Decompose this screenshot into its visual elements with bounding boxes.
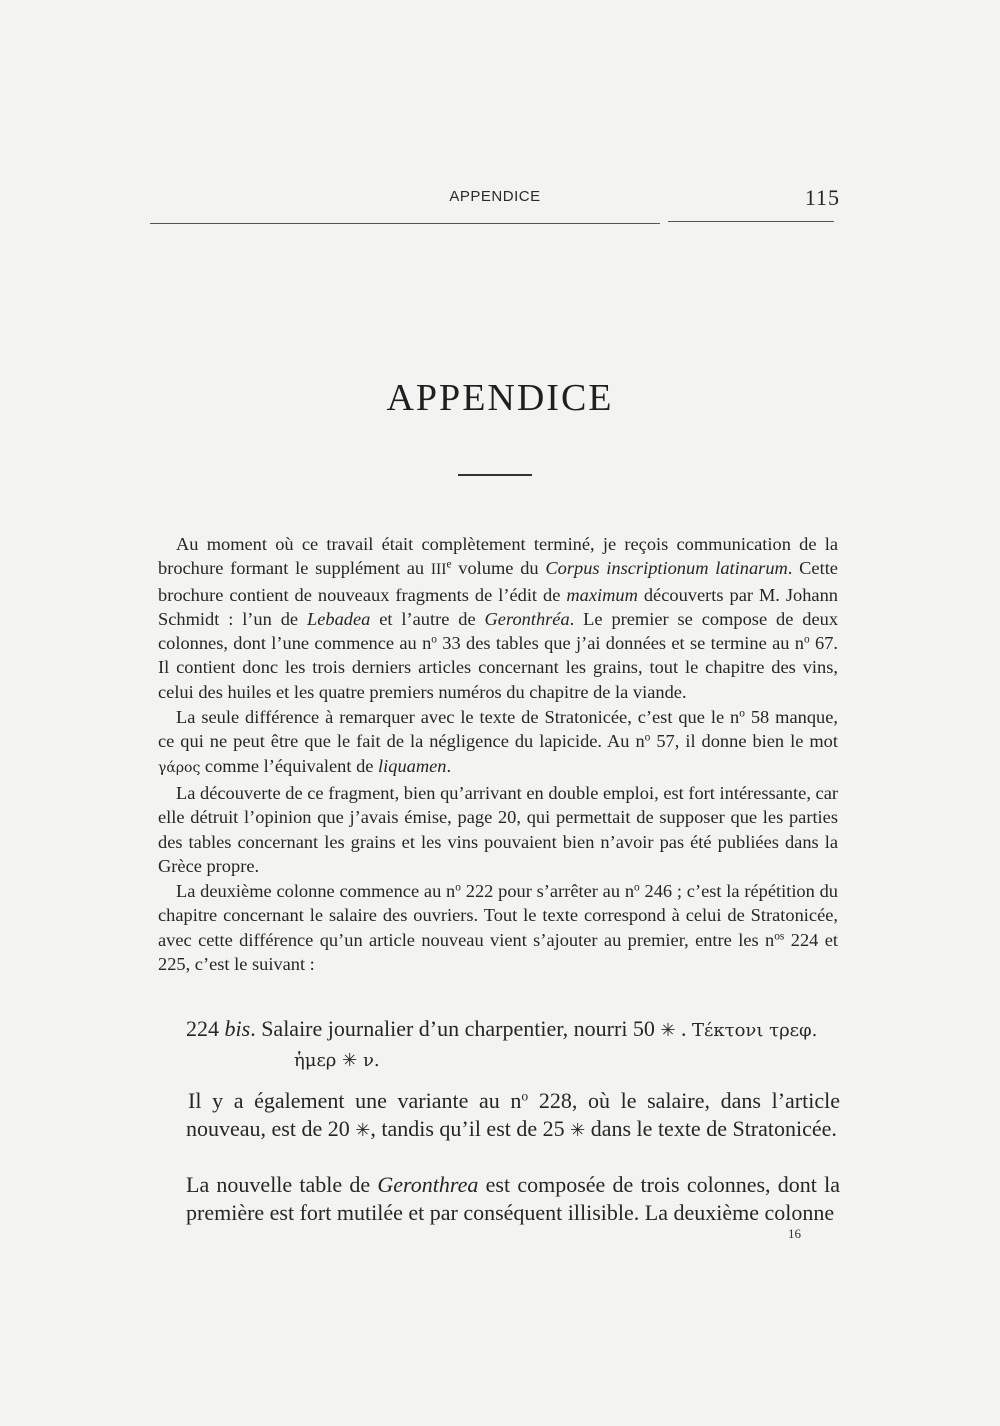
- italic-place: Geronthréa: [484, 608, 570, 629]
- text-run: 228, où le salaire, dans l’article nouveau, est de 20: [186, 1088, 840, 1141]
- paragraph-2: [158, 705, 838, 780]
- page-number: 115: [804, 185, 840, 210]
- running-title: APPENDICE: [449, 188, 541, 205]
- superscript: o: [739, 707, 745, 720]
- denarius-symbol: ✳: [660, 1020, 676, 1041]
- text-run: , tandis qu’il est de 25: [370, 1116, 571, 1141]
- text-run: 33 des tables que j’ai données et se termine au n: [436, 633, 804, 654]
- running-header: [150, 185, 840, 215]
- text-run: 57, il donne bien le mot: [650, 731, 838, 752]
- text-run: 222 pour s’arrêter au n: [460, 881, 635, 902]
- greek-continuation: [186, 1045, 840, 1075]
- paragraph-1: [158, 532, 838, 704]
- italic-place: Lebadea: [306, 608, 371, 629]
- denarius-symbol: ✳: [570, 1120, 586, 1141]
- text-run: volume du: [451, 558, 546, 579]
- italic-title: Corpus inscriptionum latinarum: [545, 558, 788, 579]
- body-text-large: [186, 1015, 840, 1227]
- text-run: découverts par M. Johann Schmidt : l’un de: [158, 584, 838, 629]
- text-run: dans le texte de Stratonicée.: [585, 1116, 837, 1141]
- paragraph-3: La découverte de ce fragment, bien qu’arrivant en double emploi, est fort intéressante, car elle détruit l’opinion que j’avais émise, page 20, qui permettait de supposer que les parties des tables concernant les grains et les vins pouvaient bien n’avoir pas été publiées dans la Grèce propre.: [158, 782, 838, 876]
- text-run: .: [675, 1016, 693, 1041]
- text-run: .: [446, 755, 452, 776]
- text-run: . Salaire journalier d’un charpentier, nourri 50: [250, 1016, 661, 1041]
- tariff-entry: [186, 1015, 840, 1045]
- greek-inscription: ἡμερ: [294, 1050, 343, 1071]
- text-run: 224 et 225, c’est le suivant :: [158, 929, 838, 975]
- header-rule-right: [668, 221, 834, 222]
- superscript: e: [446, 559, 452, 572]
- paragraph-5: [186, 1087, 840, 1145]
- text-run: est composée de trois colonnes, dont la première est fort mutilée et par conséquent illisible. La deuxième colonne: [186, 1172, 840, 1225]
- superscript: o: [455, 881, 461, 894]
- text-run: 67. Il contient donc les trois derniers articles concernant les grains, tout le chapitre des vins, celui des huiles et les quatre premiers numéros du chapitre de la viande.: [158, 633, 838, 702]
- text-run: et l’autre de: [370, 608, 485, 629]
- text-run: 58 manque, ce qui ne peut être que le fait de la négligence du lapicide. Au n: [158, 707, 838, 752]
- signature-mark: 16: [788, 1226, 801, 1241]
- text-run: Au moment où ce travail était complètement terminé, je reçois communication de la brochure formant le supplément au: [158, 534, 838, 579]
- text-run: comme l’équivalent de: [200, 755, 379, 776]
- paragraph-4: [158, 879, 838, 976]
- body-text-small: [158, 532, 838, 976]
- text-run: La nouvelle table de: [186, 1172, 378, 1197]
- greek-inscription: ν.: [357, 1050, 380, 1071]
- superscript: o: [803, 633, 810, 646]
- italic-term: maximum: [566, 584, 638, 605]
- superscript: os: [774, 930, 785, 943]
- superscript: o: [644, 732, 651, 745]
- italic-term: liquamen: [378, 755, 447, 776]
- superscript: o: [521, 1088, 529, 1104]
- text-run: . Le premier se compose de deux colonnes, dont l’une commence au n: [158, 608, 839, 654]
- text-run: 246 ; c’est la répétition du chapitre concernant le salaire des ouvriers. Tout le texte correspond à celui de Stratonicée, avec cette différence qu’un article nouveau vient s’ajouter au premier, entre les n: [158, 881, 839, 950]
- italic-place: Geronthrea: [377, 1172, 479, 1197]
- text-run: . Cette brochure contient de nouveaux fragments de l’édit de: [158, 558, 838, 605]
- denarius-symbol: ✳: [355, 1120, 371, 1141]
- chapter-title: APPENDICE: [386, 377, 614, 419]
- text-run: Il y a également une variante au n: [188, 1088, 522, 1113]
- superscript: o: [431, 633, 437, 646]
- greek-inscription: Τέκτονι τρεφ.: [692, 1020, 818, 1041]
- paragraph-6: [186, 1171, 840, 1227]
- entry-number: 224: [186, 1016, 225, 1041]
- title-divider: [458, 474, 532, 476]
- header-rule-left: [150, 223, 660, 224]
- roman-numeral: III: [430, 561, 447, 579]
- denarius-symbol: ✳: [342, 1050, 358, 1071]
- superscript: o: [634, 881, 640, 894]
- text-run: La deuxième colonne commence au n: [176, 881, 456, 902]
- greek-word: γάρος: [158, 759, 201, 776]
- text-run: La seule différence à remarquer avec le texte de Stratonicée, c’est que le n: [176, 707, 740, 728]
- entry-bis: bis: [224, 1016, 251, 1041]
